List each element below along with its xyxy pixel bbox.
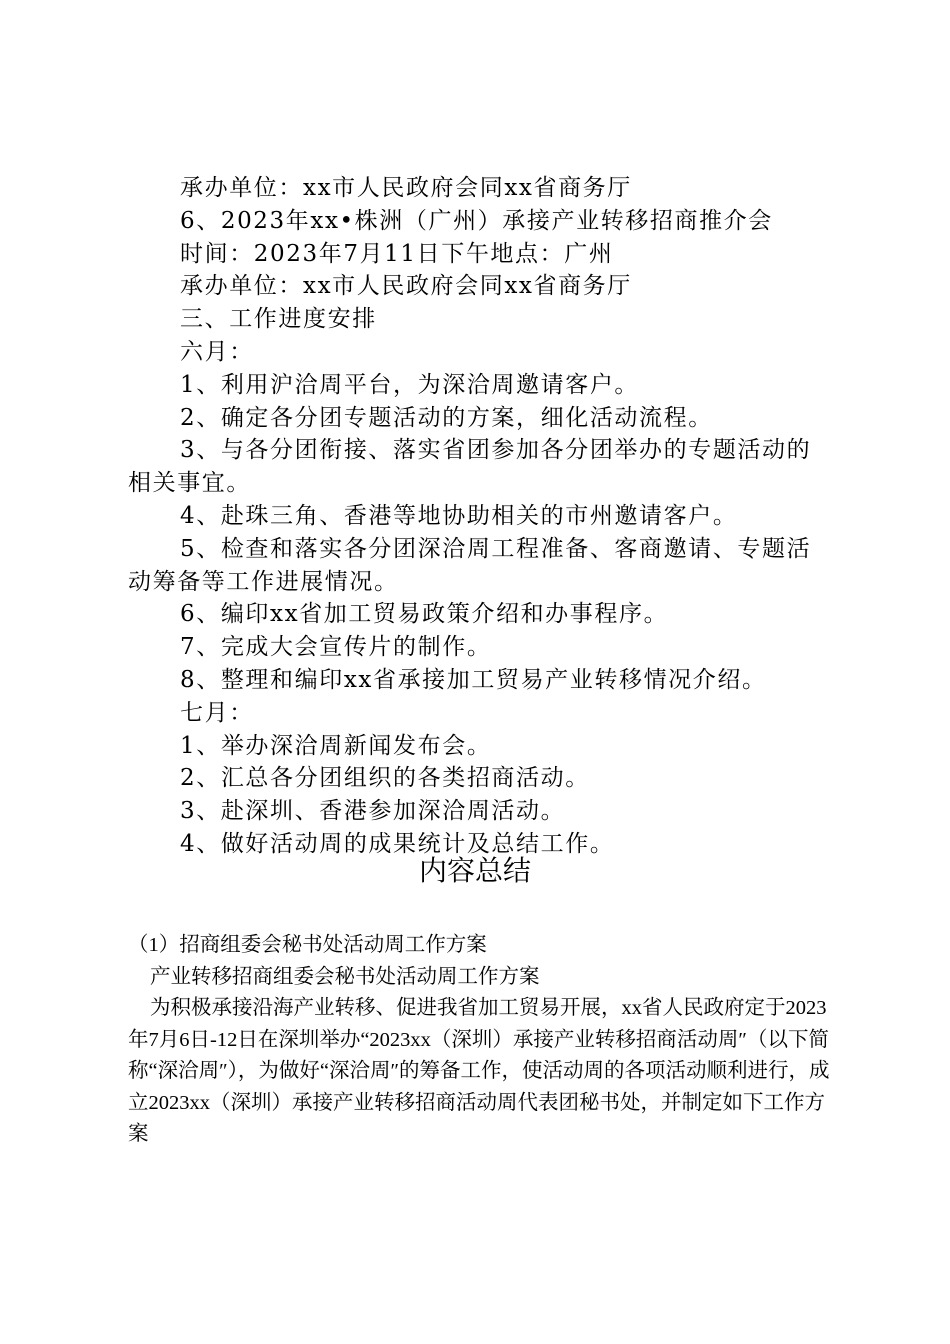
list-item: 8、整理和编印xx省承接加工贸易产业转移情况介绍。 — [180, 666, 767, 693]
list-item: 2、确定各分团专题活动的方案，细化活动流程。 — [180, 404, 713, 431]
summary-heading: （1）招商组委会秘书处活动周工作方案 — [128, 934, 487, 956]
list-item: 4、赴珠三角、香港等地协助相关的市州邀请客户。 — [180, 502, 738, 529]
summary-title: 内容总结 — [418, 856, 531, 887]
list-item: 3、赴深圳、香港参加深洽周活动。 — [180, 798, 566, 825]
month-heading-july: 七月： — [180, 699, 254, 726]
list-item: 1、利用沪洽周平台，为深洽周邀请客户。 — [180, 371, 640, 398]
body-line: 时间：2023年7月11日下午地点：广州 — [180, 240, 614, 267]
list-item: 7、完成大会宣传片的制作。 — [180, 634, 492, 661]
summary-subheading: 产业转移招商组委会秘书处活动周工作方案 — [150, 965, 540, 988]
list-item: 1、举办深洽周新闻发布会。 — [180, 732, 492, 759]
body-line: 承办单位：xx市人民政府会同xx省商务厅 — [180, 175, 632, 201]
list-item: 2、汇总各分团组织的各类招商活动。 — [180, 765, 590, 792]
summary-paragraph: 为积极承接沿海产业转移、促进我省加工贸易开展，xx省人民政府定于2023年7月6日-12日在深圳举办“2023xx（深圳）承接产业转移招商活动周″（以下简称“深洽周″），为做好“深洽周″的筹备工作，使活动周的各项活动顺利进行，成立2023xx（深圳）承接产业转移招商活动周代表团秘书处，并制定如下工作方案 — [128, 997, 830, 1145]
body-line: 6、2023年xx•株洲（广州）承接产业转移招商推介会 — [180, 207, 773, 234]
section-heading: 三、工作进度安排 — [180, 306, 377, 333]
body-text — [128, 172, 833, 861]
body-line: 承办单位：xx市人民政府会同xx省商务厅 — [180, 273, 632, 300]
list-item: 5、检查和落实各分团深洽周工程准备、客商邀请、专题活动筹备等工作进展情况。 — [128, 535, 812, 595]
summary-section — [128, 930, 833, 1151]
list-item: 3、与各分团衔接、落实省团参加各分团举办的专题活动的相关事宜。 — [128, 437, 812, 497]
list-item: 6、编印xx省加工贸易政策介绍和办事程序。 — [180, 601, 669, 628]
list-item: 4、做好活动周的成果统计及总结工作。 — [180, 830, 615, 857]
month-heading-june: 六月： — [180, 338, 254, 365]
